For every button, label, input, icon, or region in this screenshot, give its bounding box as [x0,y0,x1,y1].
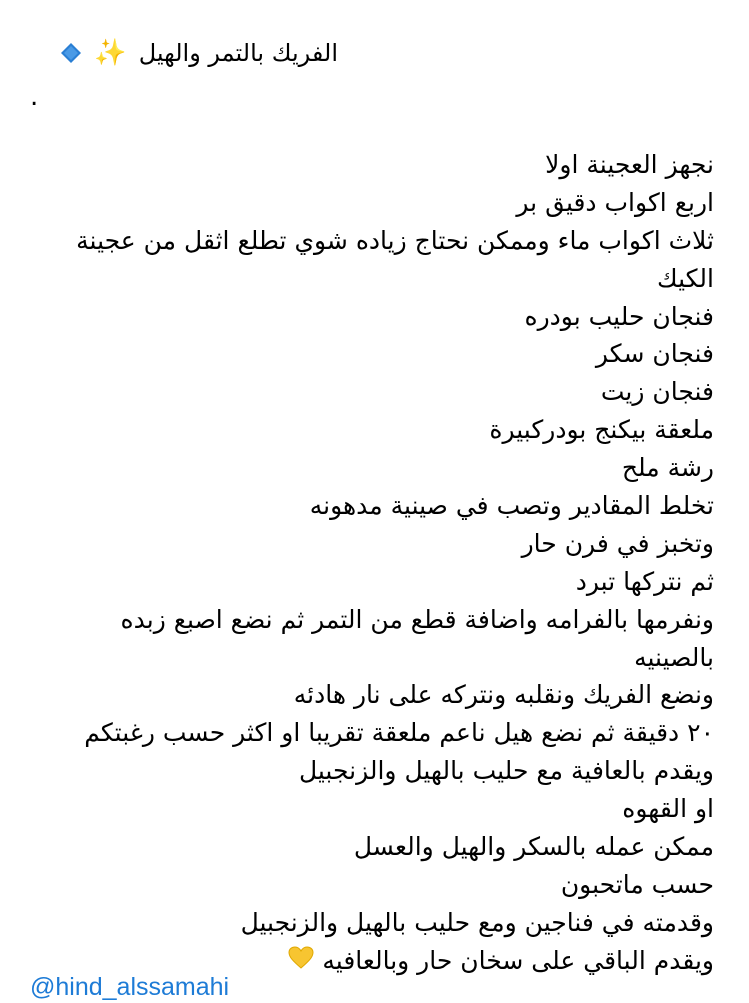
recipe-line: ويقدم الباقي على سخان حار وبالعافيه [322,945,714,975]
recipe-line: ٢٠ دقيقة ثم نضع هيل ناعم ملعقة تقريبا او اكثر حسب رغبتكم [84,718,714,748]
yellow-heart-icon [288,943,314,981]
title-row [28,33,338,73]
recipe-line: ملعقة بيكنج بودركبيرة [489,415,714,445]
recipe-line: ونضع الفريك ونقلبه ونتركه على نار هادئه [293,680,714,710]
recipe-body [24,146,714,980]
recipe-line: فنجان سكر [595,339,714,369]
recipe-line: الكيك [657,263,714,293]
recipe-line: فنجان زيت [600,377,714,407]
blue-diamond-icon [60,42,82,64]
sparkles-icon: ✨ [94,38,127,68]
recipe-line: ممكن عمله بالسكر والهيل والعسل [353,832,714,862]
recipe-line: بالصينيه [634,642,714,672]
recipe-line: رشة ملح [621,453,714,483]
recipe-line: فنجان حليب بودره [524,301,714,331]
recipe-line: ونفرمها بالفرامه واضافة قطع من التمر ثم نضع اصبع زبده [120,604,714,634]
author-handle-link[interactable]: @hind_alssamahi [30,973,230,1001]
recipe-line: وتخبز في فرن حار [521,528,714,558]
recipe-line: ثم نتركها تبرد [575,566,714,596]
recipe-line: او القهوه [622,794,714,824]
recipe-line: ثلاث اكواب ماء وممكن نحتاج زياده شوي تطلع اثقل من عجينة [76,225,714,255]
recipe-line: نجهز العجينة اولا [545,150,714,179]
dot-line: . [30,82,39,112]
recipe-line: تخلط المقادير وتصب في صينية مدهونه [309,491,714,521]
recipe-line: اربع اكواب دقيق بر [516,187,714,217]
recipe-line: وقدمته في فناجين ومع حليب بالهيل والزنجبيل [240,907,714,937]
recipe-line: حسب ماتحبون [560,869,714,899]
recipe-line: ويقدم بالعافية مع حليب بالهيل والزنجبيل [298,756,714,786]
recipe-title: الفريك بالتمر والهيل [138,39,338,67]
